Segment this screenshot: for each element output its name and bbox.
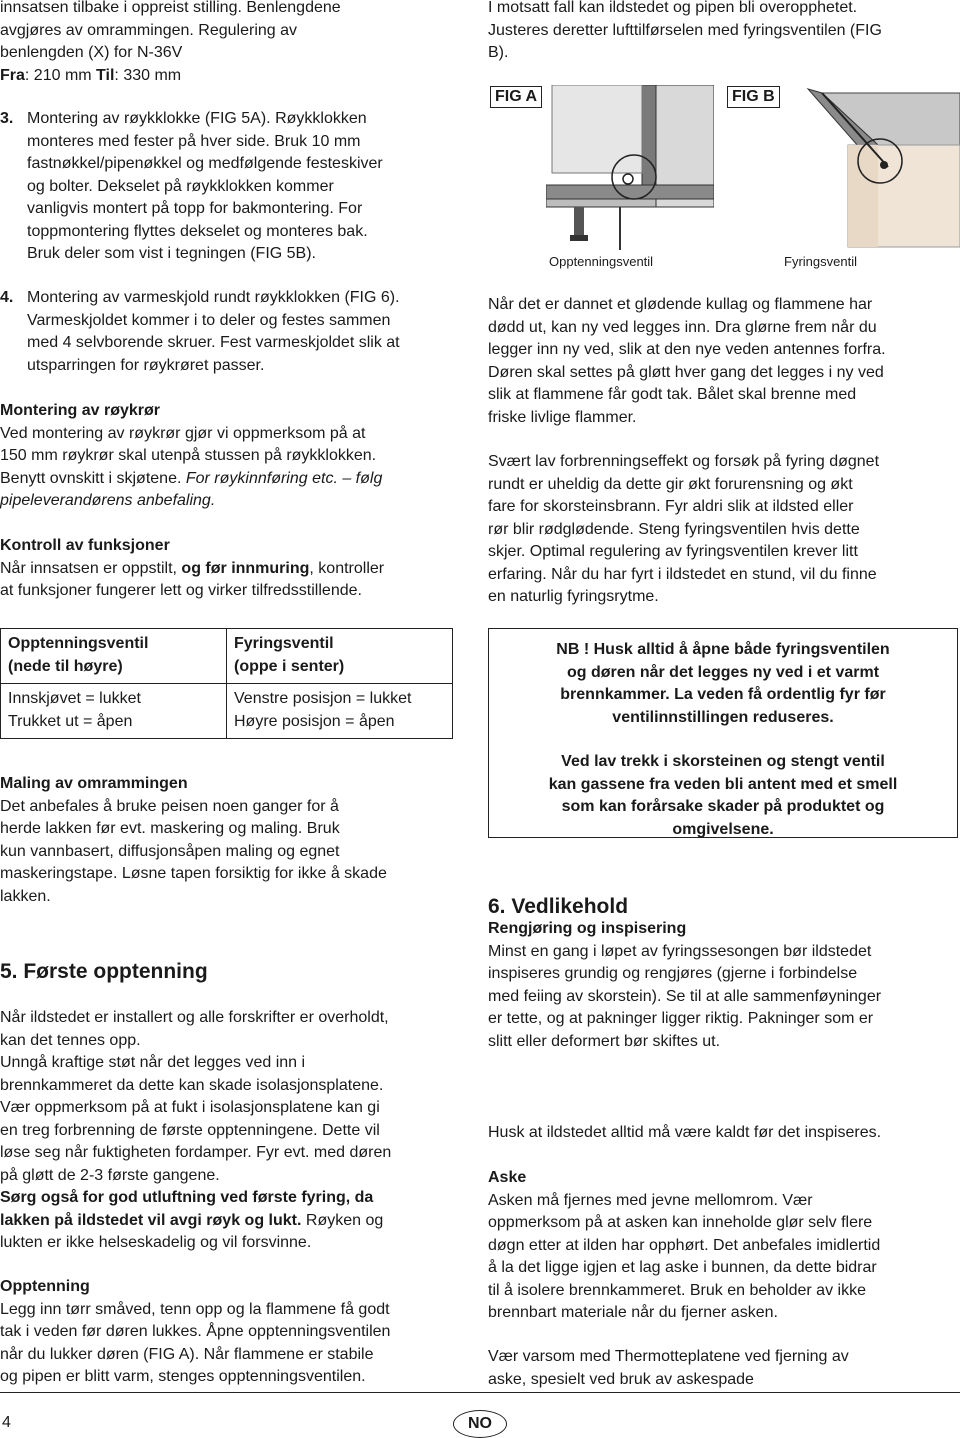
right-paragraph-1: Når det er dannet et glødende kullag og flammene har dødd ut, kan ny ved legges inn. Dra glørne frem når du legger inn ny ved, slik at den nye veden antennes forfra. Døren skal settes på gløtt hver gang det legges i ny ved slik at flammene får godt tak. Bålet skal brenne med friske livlige flammer.: [488, 296, 886, 426]
aske-section: Aske Asken må fjernes med jevne mellomrom. Vær oppmerksom på at asken kan inneholde glør selv flere døgn etter at ilden har opphørt. Det anbefales imidlertid å la det ligge igjen et lag aske i bunnen, da dette bidrar til å isolere brennkammeret. Bruk en beholder av ikke brennbart materiale når du fjerner asken.: [488, 1167, 960, 1325]
right-paragraph-2: Svært lav forbrenningseffekt og forsøk på fyring døgnet rundt er uheldig da dette gir økt forurensning og økt fare for skorsteinsbrann. Fyr aldri slik at ildsted eller rør blir rødglødende. Steng fyringsventilen hvis dette skjer. Optimal regulering av fyringsventilen krever litt erfaring. Når du har fyrt i ildstedet en stund, vil du finne en naturlig fyringsrytme.: [488, 453, 880, 605]
table-cell: Venstre posisjon = lukket Høyre posisjon = åpen: [227, 684, 453, 739]
table-header-cell: Opptenningsventil (nede til høyre): [1, 629, 227, 684]
section-heading: Opptenning: [0, 1278, 90, 1295]
maling-section: Maling av omrammingen Det anbefales å bruke peisen noen ganger for å herde lakken før evt. maskering og maling. Bruk kun vannbasert, diffusjonsåpen maling og egnet maskeringstape. Løsne tapen forsiktig for ikke å skade lakken.: [0, 773, 470, 908]
fig-b-label: FIG B: [727, 86, 780, 108]
kontroll-section: Kontroll av funksjoner Når innsatsen er oppstilt, og før innmuring, kontroller at funksjoner fungerer lett og virker tilfredsstillende.: [0, 535, 470, 603]
table-cell: Innskjøvet = lukket Trukket ut = åpen: [1, 684, 227, 739]
fig-a-illustration: [546, 85, 714, 250]
table-row: [1, 684, 453, 739]
warning-draft: Ved lav trekk i skorsteinen og stengt ventil kan gassene fra veden bli antent med et smell som kan forårsake skader på produktet og omgivelsene.: [548, 753, 898, 838]
warning-nb: NB ! Husk alltid å åpne både fyringsventilen og døren når det legges ny ved i et varmt brennkammer. La veden få ordentlig fyr før ventilinnstillingen reduseres.: [556, 641, 890, 726]
warning-box: [488, 628, 958, 838]
fig-a-caption: Opptenningsventil: [549, 254, 654, 269]
section-heading: Kontroll av funksjoner: [0, 537, 170, 554]
intro-paragraph: innsatsen tilbake i oppreist stilling. Benlengdene avgjøres av omrammingen. Regulering av benlengden (X) for N-36V Fra: 210 mm Til: 330 mm: [0, 0, 341, 84]
inspection-note: Husk at ildstedet alltid må være kaldt før det inspiseres.: [488, 1124, 882, 1141]
step-4: 4. Montering av varmeskjold rundt røykklokken (FIG 6). Varmeskjoldet kommer i to deler og festes sammen med 4 selvborende skruer. Fest varmeskjoldet slik at utsparringen for røykrøret passer.: [0, 289, 400, 374]
section-heading: Maling av omrammingen: [0, 775, 188, 792]
roykror-section: Montering av røykrør Ved montering av røykrør gjør vi oppmerksom på at 150 mm røykrør skal utenpå stussen på røykklokken. Benytt ovnskitt i skjøtene. For røykinnføring etc. – følg pipeleverandørens anbefaling.: [0, 400, 470, 513]
language-badge: NO: [453, 1410, 507, 1438]
fig-b-caption: Fyringsventil: [784, 254, 857, 269]
rengjoring-section: Rengjøring og inspisering Minst en gang i løpet av fyringssesongen bør ildstedet inspiseres grundig og rengjøres (gjerne i forbindelse med feiing av skorstein). Se til at alle sammenføyninger er tette, og at pakninger ligger riktig. Pakninger som er slitt eller deformert bør skiftes ut.: [488, 918, 960, 1053]
footer-divider: [0, 1392, 960, 1393]
caution-note: Vær varsom med Thermotteplatene ved fjerning av aske, spesielt ved bruk av askespade: [488, 1348, 849, 1388]
section-6-title: 6. Vedlikehold: [488, 895, 629, 918]
section-heading: Rengjøring og inspisering: [488, 920, 687, 937]
stove-top-drawing: [788, 85, 960, 250]
stove-corner-drawing: [546, 85, 714, 250]
section-heading: Aske: [488, 1169, 527, 1186]
step-3: 3. Montering av røykklokke (FIG 5A). Røykklokken monteres med fester på hver side. Bruk 10 mm fastnøkkel/pipenøkkel og medfølgende festeskiver og bolter. Dekselet på røykklokken kommer vanligvis montert på topp for bakmontering. For toppmontering flyttes dekselet og monteres bak. Bruk deler som vist i tegningen (FIG 5B).: [0, 110, 383, 262]
opptenning-section: Opptenning Legg inn tørr småved, tenn opp og la flammene få godt tak i veden før døren lukkes. Åpne opptenningsventilen når du lukker døren (FIG A). Når flammene er stabile og pipen er blitt varm, stenges opptenningsventilen.: [0, 1276, 470, 1389]
fig-a-label: FIG A: [490, 86, 542, 108]
table-header-cell: Fyringsventil (oppe i senter): [227, 629, 453, 684]
section-5-body: Når ildstedet er installert og alle forskrifter er overholdt, kan det tennes opp. Unngå kraftige støt når det legges ved inn i brennkammeret da dette kan skade isolasjonsplatene. Vær oppmerksom på at fukt i isolasjonsplatene kan gi en treg forbrenning de første opptenningene. Dette vil løse seg når fuktigheten fordamper. Fyr evt. med døren på gløtt de 2-3 første gangene. Sørg også for god utluftning ved første fyring, da lakken på ildstedet vil avgi røyk og lukt. Røyken og lukten er ikke helseskadelig og vil forsvinne.: [0, 1009, 392, 1251]
valve-table: [0, 628, 453, 739]
right-intro: I motsatt fall kan ildstedet og pipen bli overopphetet. Justeres deretter lufttilførselen med fyringsventilen (FIG B).: [488, 0, 882, 61]
table-row: [1, 629, 453, 684]
section-5-title: 5. Første opptenning: [0, 960, 208, 983]
section-heading: Montering av røykrør: [0, 402, 161, 419]
fig-b-illustration: [788, 85, 960, 250]
page-number: 4: [2, 1414, 11, 1431]
